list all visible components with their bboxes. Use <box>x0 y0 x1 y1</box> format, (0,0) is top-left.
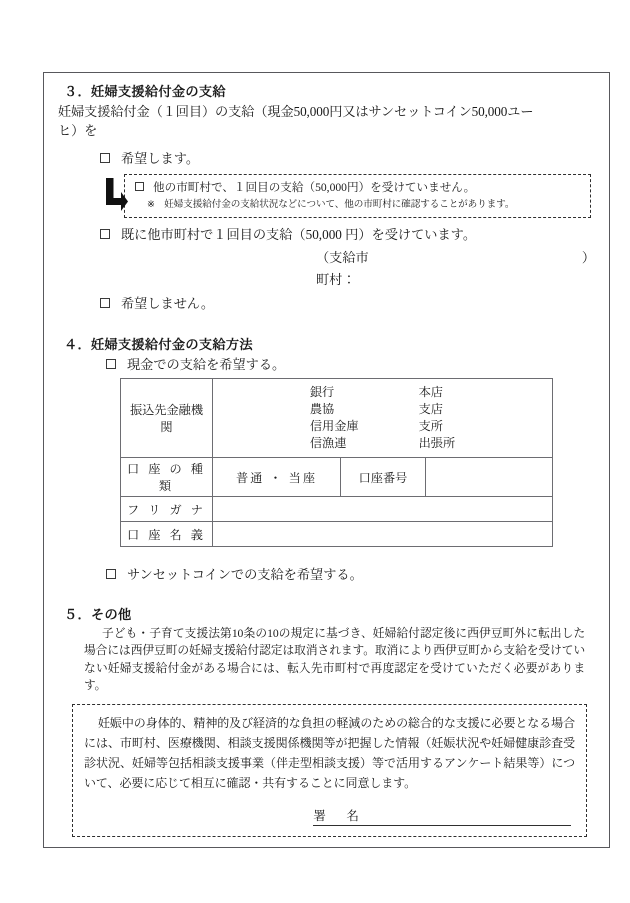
note-footnote <box>147 198 584 212</box>
checkbox-row-cash-payment[interactable] <box>106 355 595 375</box>
checkbox-unchecked-icon[interactable] <box>100 229 110 239</box>
section-3-intro-line-1: 妊婦支援給付金（１回目）の支給（現金50,000円又はサンセットコイン50,000ユー <box>58 104 534 119</box>
municipality-label: （支給市町村： <box>316 250 369 287</box>
checkbox-label-not-received: 他の市町村で、１回目の支給（50,000円）を受けていません。 <box>153 181 476 194</box>
table-row-account-name <box>121 522 553 547</box>
checkbox-unchecked-icon[interactable] <box>106 569 116 579</box>
cell-institution-label: 振込先金融機関 <box>121 379 213 458</box>
institution-type-list <box>310 384 359 452</box>
checkbox-unchecked-icon[interactable] <box>100 153 110 163</box>
form-page <box>43 72 610 848</box>
consent-paragraph: 妊娠中の身体的、精神的及び経済的な負担の軽減のための総合的な支援に必要となる場合には、市町村、医療機関、相談支援関係機関等が把握した情報（妊娠状況や妊婦健康診査受診状況、妊婦等包括相談支援事業（伴走型相談支援）等で活用するアンケート結果等）について、必要に応じて相互に確認・共有することに同意します。 <box>84 715 575 790</box>
branch-type-3: 出張所 <box>418 436 456 450</box>
checkbox-label-coin-payment: サンセットコインでの支給を希望する。 <box>127 567 363 582</box>
municipality-close-paren: ） <box>581 250 595 265</box>
checkbox-row-not-received[interactable] <box>135 180 584 196</box>
branch-type-0: 本店 <box>418 385 443 399</box>
branch-type-2: 支所 <box>418 419 443 433</box>
section-5 <box>58 604 595 695</box>
checkbox-unchecked-icon[interactable] <box>100 298 110 308</box>
institution-type-3: 信漁連 <box>309 436 347 450</box>
cell-account-name-label: 口 座 名 義 <box>121 522 213 547</box>
cell-account-kind-value[interactable] <box>213 458 341 497</box>
institution-type-1: 農協 <box>309 402 335 416</box>
account-kind-options: 普通 ・ 当座 <box>235 470 318 485</box>
note-box <box>124 174 591 218</box>
table-row-furigana <box>121 497 553 522</box>
table-row-institution <box>121 379 553 458</box>
section-3-intro-line-2: ヒ）を <box>58 123 98 138</box>
checkbox-row-coin-payment[interactable] <box>106 565 595 585</box>
cell-account-name-value[interactable] <box>213 522 553 547</box>
cell-account-kind-label: 口 座 の 種 類 <box>121 458 213 497</box>
checkbox-unchecked-icon[interactable] <box>135 182 144 191</box>
reference-mark-icon: ※ <box>147 199 155 210</box>
signature-label: 署 名 <box>313 805 363 826</box>
cell-account-number-label: 口座番号 <box>341 458 426 497</box>
checkbox-label-no-wish: 希望しません。 <box>121 296 215 311</box>
signature-input[interactable] <box>363 809 571 826</box>
branch-type-1: 支店 <box>418 402 443 416</box>
signature-row[interactable] <box>84 805 575 826</box>
section-5-paragraph: 子ども・子育て支援法第10条の10の規定に基づき、妊婦給付認定後に西伊豆町外に転出した場合には西伊豆町の妊婦支援給付認定は取消されます。取消により西伊豆町から支給を受けていない妊婦支援給付金がある場合には、転入先市町村で再度認定を受けていただく必要があります。 <box>84 627 585 693</box>
section-4 <box>58 334 595 585</box>
cell-account-number-value[interactable] <box>426 458 553 497</box>
checkbox-row-wish[interactable] <box>100 149 595 169</box>
bank-account-table <box>120 378 553 547</box>
section-3-heading: ３．妊婦支援給付金の支給 <box>64 84 226 99</box>
note-footnote-text: 妊婦支援給付金の支給状況などについて、他の市町村に確認することがあります。 <box>164 199 515 210</box>
checkbox-row-no-wish[interactable] <box>100 294 595 314</box>
checkbox-unchecked-icon[interactable] <box>106 359 116 369</box>
consent-box <box>72 704 587 837</box>
branch-type-list <box>419 384 456 452</box>
institution-type-2: 信用金庫 <box>309 419 359 433</box>
table-row-account-kind <box>121 458 553 497</box>
checkbox-row-already-received[interactable] <box>100 225 595 245</box>
checkbox-label-wish: 希望します。 <box>121 151 200 166</box>
municipality-field-row[interactable] <box>58 247 595 291</box>
section-3 <box>58 81 595 314</box>
note-with-arrow <box>58 174 595 218</box>
cell-furigana-label: フ リ ガ ナ <box>121 497 213 522</box>
checkbox-label-cash-payment: 現金での支給を希望する。 <box>127 357 286 372</box>
arrow-down-right-icon <box>102 178 128 212</box>
cell-institution-types[interactable] <box>213 379 553 458</box>
cell-furigana-value[interactable] <box>213 497 553 522</box>
institution-type-0: 銀行 <box>309 385 335 399</box>
section-5-heading: ５．その他 <box>64 607 132 622</box>
checkbox-label-already-received: 既に他市町村で１回目の支給（50,000 円）を受けています。 <box>121 227 477 242</box>
section-4-heading: ４．妊婦支援給付金の支給方法 <box>64 337 253 352</box>
